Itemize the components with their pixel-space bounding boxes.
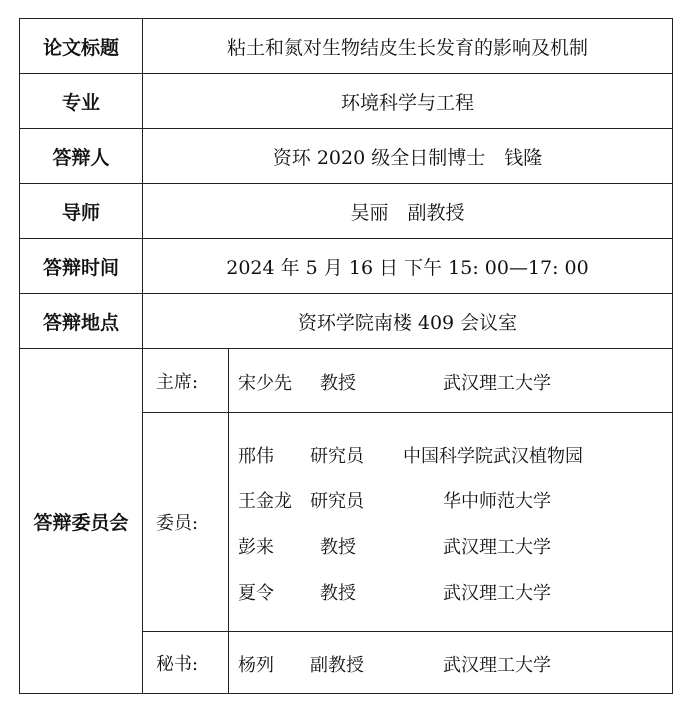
label-advisor: 导师 [20,184,143,238]
value-candidate: 资环 2020 级全日制博士 钱隆 [272,146,543,169]
member-name: 邢伟 [238,446,274,467]
member-title: 教授 [320,583,356,604]
row-major [20,74,672,129]
label-defense-location: 答辩地点 [20,294,143,348]
label-defense-time: 答辩时间 [20,239,143,293]
member-org: 武汉理工大学 [443,655,551,676]
member-org: 武汉理工大学 [443,537,551,558]
role-secretary: 秘书: [143,632,229,693]
committee-members-section [143,413,672,632]
member-org: 华中师范大学 [443,491,551,512]
value-thesis-title: 粘土和氮对生物结皮生长发育的影响及机制 [226,36,588,59]
label-committee: 答辩委员会 [20,349,143,693]
member-org: 武汉理工大学 [443,373,551,394]
member-org: 武汉理工大学 [443,583,551,604]
label-major: 专业 [20,74,143,128]
member-title: 研究员 [310,446,364,467]
value-defense-location: 资环学院南楼 409 会议室 [297,311,518,334]
row-advisor [20,184,672,239]
member-title: 研究员 [310,491,364,512]
member-name: 宋少先 [238,373,292,394]
member-title: 教授 [320,373,356,394]
row-defense-time [20,239,672,294]
member-name: 王金龙 [238,491,292,512]
label-candidate: 答辩人 [20,129,143,183]
member-title: 教授 [320,537,356,558]
row-committee [20,349,672,693]
row-candidate [20,129,672,184]
row-thesis-title [20,19,672,74]
value-defense-time: 2024 年 5 月 16 日 下午 15: 00—17: 00 [226,256,589,279]
committee-chair-section [143,349,672,413]
role-members: 委员: [143,413,229,631]
value-major: 环境科学与工程 [340,91,474,114]
committee-secretary-section [143,632,672,693]
label-thesis-title: 论文标题 [20,19,143,73]
member-name: 夏令 [238,583,274,604]
value-advisor: 吴丽 副教授 [350,201,465,224]
row-defense-location [20,294,672,349]
defense-info-table [19,18,673,694]
member-org: 中国科学院武汉植物园 [403,446,583,467]
member-name: 彭来 [238,537,274,558]
role-chair: 主席: [143,349,229,412]
member-name: 杨列 [238,655,274,676]
member-title: 副教授 [310,655,364,676]
